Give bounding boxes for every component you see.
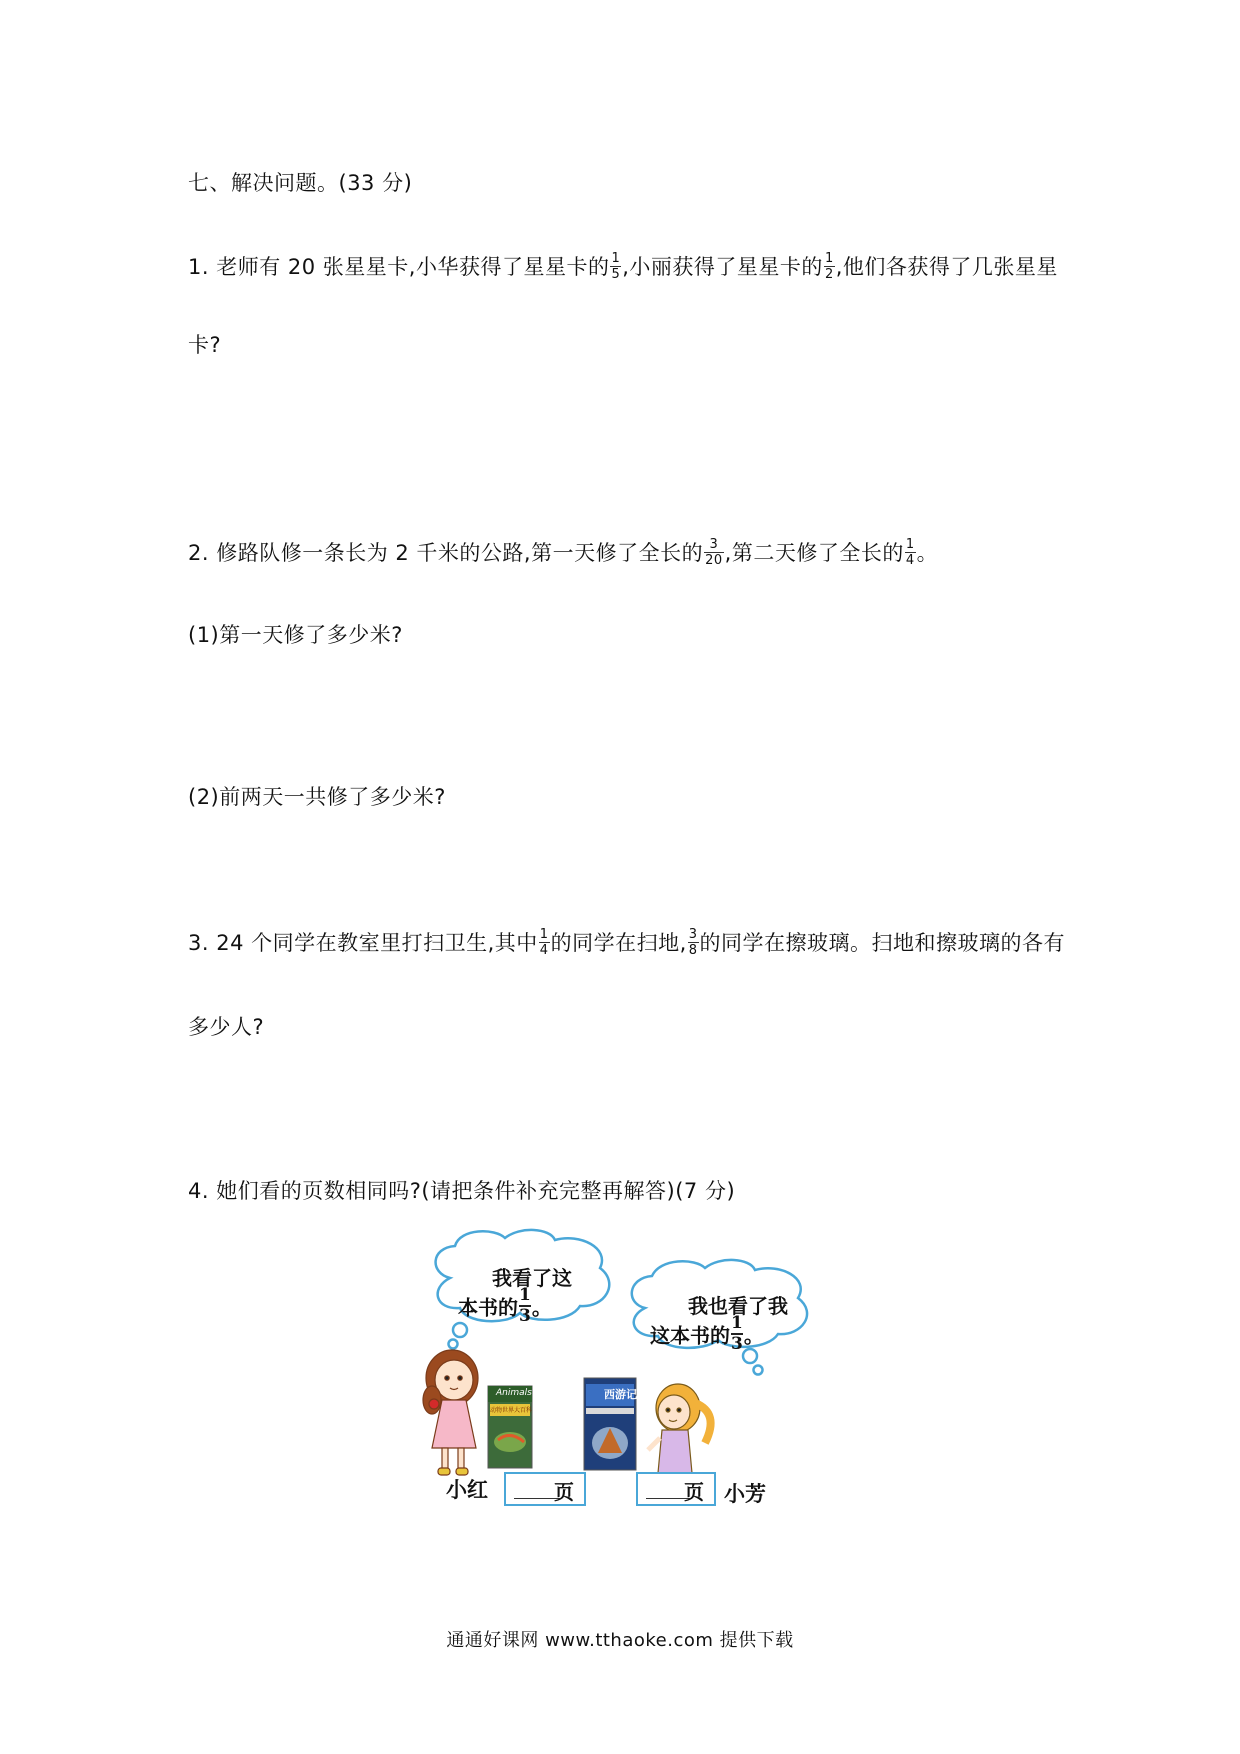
illustration — [420, 1228, 820, 1506]
q1-text-part2: ,小丽获得了星星卡的 — [622, 255, 823, 279]
question-1-line2: 卡? — [188, 333, 222, 357]
left-bubble-line1: 我看了这 — [492, 1266, 572, 1290]
fraction-one-half: $\frac{1}{2}$ — [824, 250, 834, 282]
fraction-one-quarter: $\frac{1}{4}$ — [905, 536, 915, 568]
q2-text-part1: 2. 修路队修一条长为 2 千米的公路,第一天修了全长的 — [188, 541, 704, 565]
book-animals — [488, 1386, 532, 1468]
name-xiaofang: 小芳 — [724, 1481, 766, 1506]
right-book-title: 西游记 — [604, 1388, 637, 1401]
fraction-three-twentieths: $\frac{3}{20}$ — [705, 536, 723, 568]
q2-text-part2: ,第二天修了全长的 — [724, 541, 904, 565]
question-3-line2: 多少人? — [188, 1015, 265, 1039]
question-2-sub2: (2)前两天一共修了多少米? — [188, 785, 446, 809]
illustration-art — [420, 1228, 820, 1498]
left-book-title: Animals — [496, 1388, 532, 1398]
section-title: 七、解决问题。(33 分) — [188, 171, 413, 195]
page-unit-label: 页 — [554, 1480, 574, 1504]
footer-credit: 通通好课网 www.tthaoke.com 提供下载 — [446, 1630, 794, 1651]
q3-text-part2: 的同学在扫地, — [550, 931, 687, 955]
question-1 — [188, 252, 1058, 283]
left-book-subtitle: 动物世界大百科 — [490, 1407, 533, 1414]
question-2-sub1: (1)第一天修了多少米? — [188, 623, 403, 647]
q1-text-part1: 1. 老师有 20 张星星卡,小华获得了星星卡的 — [188, 255, 610, 279]
name-xiaohong: 小红 — [446, 1477, 488, 1502]
page-answer-box-xiaofang[interactable] — [636, 1472, 716, 1506]
fraction-one-fifth: $\frac{1}{5}$ — [611, 250, 621, 282]
fraction-three-eighths: $\frac{3}{8}$ — [688, 926, 698, 958]
q1-text-part3: ,他们各获得了几张星星 — [835, 255, 1058, 279]
question-3 — [188, 928, 1065, 959]
q3-text-part3: 的同学在擦玻璃。扫地和擦玻璃的各有 — [699, 931, 1066, 955]
girl-xiaohong — [423, 1350, 478, 1475]
left-bubble-line2: 本书的 $\frac{1}{3}$ 。 — [458, 1285, 552, 1326]
right-bubble-line2: 这本书的 $\frac{1}{3}$ 。 — [650, 1313, 764, 1354]
question-4: 4. 她们看的页数相同吗?(请把条件补充完整再解答)(7 分) — [188, 1179, 736, 1203]
page-unit-label: 页 — [684, 1480, 704, 1504]
fraction-one-quarter: $\frac{1}{4}$ — [539, 926, 549, 958]
right-bubble-line1: 我也看了我 — [688, 1294, 788, 1318]
page-answer-box-xiaohong[interactable] — [504, 1472, 586, 1506]
right-bubble-fraction: $\frac{1}{3}$ — [731, 1313, 743, 1354]
q2-text-part3: 。 — [916, 541, 939, 565]
q3-text-part1: 3. 24 个同学在教室里打扫卫生,其中 — [188, 931, 538, 955]
left-bubble-fraction: $\frac{1}{3}$ — [519, 1285, 531, 1326]
question-2 — [188, 538, 938, 569]
